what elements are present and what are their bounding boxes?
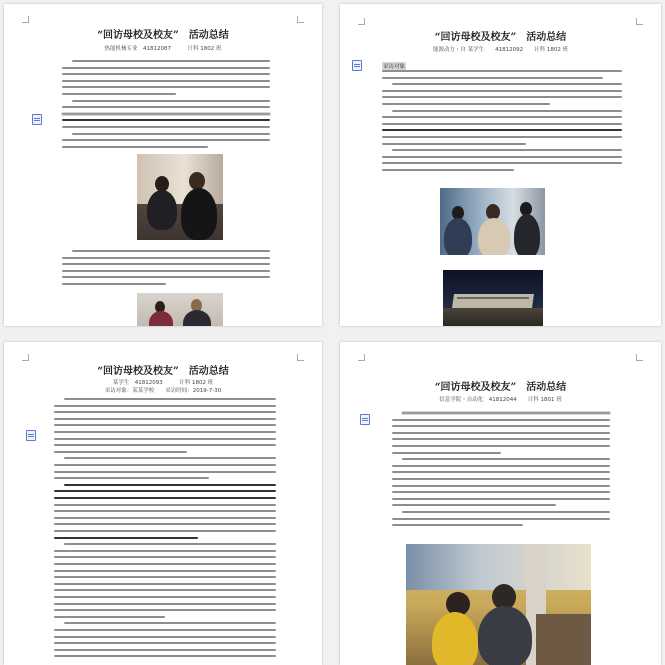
text-line bbox=[64, 398, 276, 400]
document-page-2 bbox=[340, 4, 661, 326]
author-info: 信息学院・自动化 41812044 计科 1801 班 bbox=[439, 397, 562, 403]
text-line bbox=[392, 504, 556, 506]
text-line bbox=[62, 119, 270, 121]
author-info: 热能机械专业 41812087 计科 1802 班 bbox=[104, 46, 222, 52]
text-line bbox=[392, 471, 610, 473]
text-line bbox=[382, 116, 622, 118]
text-line bbox=[54, 649, 276, 651]
document-page-4 bbox=[340, 342, 661, 665]
text-line bbox=[402, 511, 610, 513]
text-line bbox=[54, 464, 276, 466]
text-line bbox=[54, 477, 209, 479]
text-line bbox=[54, 655, 276, 657]
text-line bbox=[54, 411, 276, 413]
text-line bbox=[392, 425, 610, 427]
text-line bbox=[54, 596, 276, 598]
text-line bbox=[72, 133, 270, 135]
text-line bbox=[62, 67, 270, 69]
paragraph-icon[interactable] bbox=[26, 430, 36, 441]
text-line bbox=[382, 169, 514, 171]
text-line bbox=[72, 60, 270, 62]
text-line bbox=[54, 490, 276, 492]
text-line bbox=[382, 70, 622, 72]
text-line bbox=[62, 270, 270, 272]
text-line bbox=[382, 129, 622, 131]
text-line bbox=[54, 537, 198, 539]
text-line bbox=[392, 465, 610, 467]
text-line bbox=[54, 576, 276, 578]
text-line bbox=[62, 73, 270, 75]
text-line bbox=[54, 589, 276, 591]
text-line bbox=[392, 419, 610, 421]
text-line bbox=[62, 139, 270, 141]
text-line bbox=[392, 498, 610, 500]
text-line bbox=[392, 518, 610, 520]
text-line bbox=[392, 445, 610, 447]
text-line bbox=[54, 609, 276, 611]
paragraph-icon[interactable] bbox=[360, 414, 370, 425]
interview-info: 采访对象：某某学校 采访时间：2019-7-30 bbox=[104, 388, 222, 394]
author-info: 某学生 41812093 计科 1802 班 bbox=[112, 380, 214, 386]
text-line bbox=[392, 149, 622, 151]
two-students-interview-photo bbox=[137, 154, 223, 240]
text-line bbox=[62, 283, 166, 285]
text-line bbox=[54, 563, 276, 565]
text-line bbox=[382, 143, 526, 145]
text-line bbox=[402, 458, 610, 460]
text-line bbox=[54, 603, 276, 605]
text-line bbox=[54, 616, 165, 618]
text-line bbox=[392, 485, 610, 487]
text-line bbox=[382, 136, 622, 138]
text-line bbox=[62, 86, 270, 88]
text-line bbox=[392, 432, 610, 434]
text-line bbox=[62, 126, 270, 128]
text-line bbox=[54, 444, 276, 446]
text-line bbox=[54, 431, 276, 433]
text-line bbox=[392, 83, 622, 85]
page-title: “回访母校及校友” 活动总结 bbox=[97, 366, 229, 377]
highlighted-text: 采访对象 bbox=[383, 64, 406, 70]
text-line bbox=[402, 412, 610, 414]
paragraph-icon[interactable] bbox=[32, 114, 42, 125]
text-line bbox=[54, 523, 276, 525]
teacher-office-photo bbox=[406, 544, 591, 665]
text-line bbox=[392, 524, 523, 526]
author-info: 能源动力・自 某学生 41812092 计科 1802 班 bbox=[432, 47, 569, 53]
text-line bbox=[54, 438, 276, 440]
interview-table-photo bbox=[137, 293, 223, 326]
page-title: “回访母校及校友” 活动总结 bbox=[97, 30, 229, 41]
text-line bbox=[382, 123, 622, 125]
text-line bbox=[54, 570, 276, 572]
text-line bbox=[54, 471, 276, 473]
text-line bbox=[54, 556, 276, 558]
text-line bbox=[54, 636, 276, 638]
university-night-photo bbox=[443, 270, 543, 326]
text-line bbox=[392, 452, 501, 454]
text-line bbox=[382, 103, 550, 105]
text-line bbox=[62, 276, 270, 278]
text-line bbox=[62, 257, 270, 259]
text-line bbox=[54, 418, 276, 420]
text-line bbox=[62, 113, 270, 115]
text-line bbox=[382, 156, 622, 158]
text-line bbox=[54, 405, 276, 407]
text-line bbox=[382, 77, 603, 79]
students-outdoors-photo bbox=[440, 188, 545, 255]
text-line bbox=[54, 510, 276, 512]
text-line bbox=[64, 484, 276, 486]
text-line bbox=[62, 93, 176, 95]
text-line bbox=[392, 110, 622, 112]
page-title: “回访母校及校友” 活动总结 bbox=[434, 382, 567, 393]
document-page-1 bbox=[4, 4, 322, 326]
text-line bbox=[54, 642, 276, 644]
text-line bbox=[54, 424, 276, 426]
text-line bbox=[54, 497, 276, 499]
text-line bbox=[382, 162, 622, 164]
paragraph-icon[interactable] bbox=[352, 60, 362, 71]
text-line bbox=[72, 250, 270, 252]
text-line bbox=[392, 491, 610, 493]
page-title: “回访母校及校友” 活动总结 bbox=[434, 32, 567, 43]
text-line bbox=[54, 451, 187, 453]
text-line bbox=[62, 80, 270, 82]
text-line bbox=[392, 438, 610, 440]
text-line bbox=[382, 96, 622, 98]
text-line bbox=[54, 504, 276, 506]
text-line bbox=[54, 629, 276, 631]
text-line bbox=[62, 106, 270, 108]
text-line bbox=[392, 478, 610, 480]
text-line bbox=[54, 583, 276, 585]
text-line bbox=[382, 90, 622, 92]
text-line bbox=[64, 457, 276, 459]
document-page-3 bbox=[4, 342, 322, 665]
text-line bbox=[72, 100, 270, 102]
text-line bbox=[64, 622, 276, 624]
text-line bbox=[64, 543, 276, 545]
text-line bbox=[54, 550, 276, 552]
text-line bbox=[54, 517, 276, 519]
text-line bbox=[62, 146, 208, 148]
text-line bbox=[62, 263, 270, 265]
text-line bbox=[54, 530, 276, 532]
